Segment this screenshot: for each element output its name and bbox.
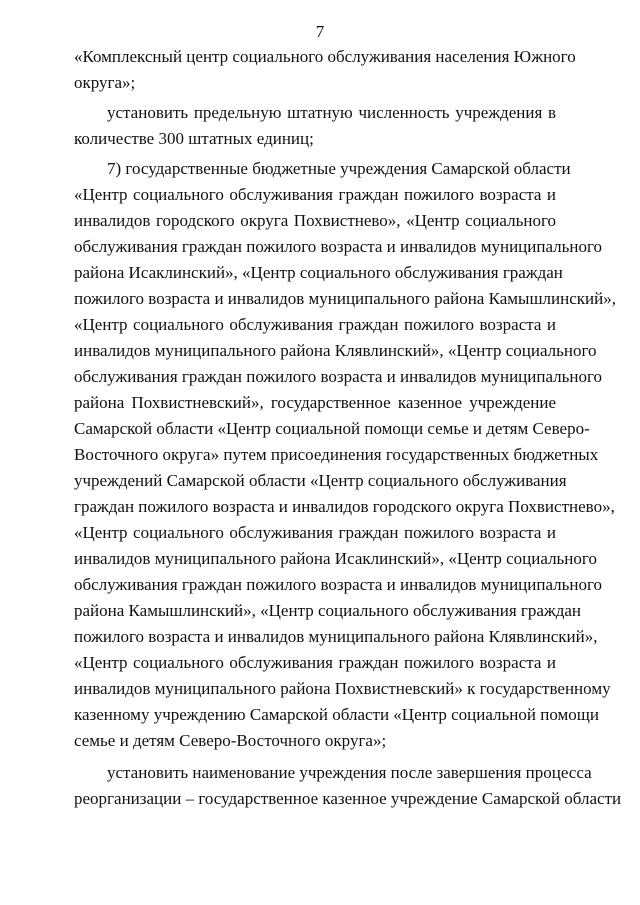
text-line: обслуживания граждан пожилого возраста и инвалидов муниципального	[74, 575, 603, 594]
text-line: «Центр социального обслуживания граждан пожилого возраста и	[74, 185, 556, 204]
text-line: «Центр социального обслуживания граждан пожилого возраста и	[74, 653, 556, 672]
text-line: Самарской области «Центр социальной помощи семье и детям Северо-	[74, 419, 590, 438]
text-line: учреждений Самарской области «Центр социального обслуживания	[74, 471, 567, 490]
text-line: казенному учреждению Самарской области «Центр социальной помощи	[74, 705, 599, 724]
text-line: района Похвистневский», государственное казенное учреждение	[74, 393, 556, 412]
text-line: района Камышлинский», «Центр социального обслуживания граждан	[74, 601, 581, 620]
text-line: инвалидов муниципального района Похвистневский» к государственному	[74, 679, 611, 698]
text-line: пожилого возраста и инвалидов муниципального района Клявлинский»,	[74, 627, 598, 646]
text-line: количестве 300 штатных единиц;	[74, 129, 314, 148]
page-number: 7	[315, 22, 325, 41]
text-line: «Центр социального обслуживания граждан пожилого возраста и	[74, 315, 556, 334]
text-line: инвалидов муниципального района Клявлинский», «Центр социального	[74, 341, 597, 360]
text-line: пожилого возраста и инвалидов муниципального района Камышлинский»,	[74, 289, 616, 308]
text-line: «Центр социального обслуживания граждан пожилого возраста и	[74, 523, 556, 542]
text-line: инвалидов городского округа Похвистнево», «Центр социального	[74, 211, 556, 230]
text-line: семье и детям Северо-Восточного округа»;	[74, 731, 387, 750]
text-line: установить наименование учреждения после завершения процесса	[107, 763, 592, 782]
text-line: установить предельную штатную численность учреждения в	[107, 103, 556, 122]
text-line: граждан пожилого возраста и инвалидов городского округа Похвистнево»,	[74, 497, 615, 516]
text-line: округа»;	[74, 73, 136, 92]
text-line: 7) государственные бюджетные учреждения Самарской области	[107, 159, 571, 178]
text-line: обслуживания граждан пожилого возраста и инвалидов муниципального	[74, 237, 603, 256]
text-line: инвалидов муниципального района Исаклинский», «Центр социального	[74, 549, 597, 568]
text-line: Восточного округа» путем присоединения государственных бюджетных	[74, 445, 599, 464]
text-line: района Исаклинский», «Центр социального обслуживания граждан	[74, 263, 563, 282]
text-line: реорганизации – государственное казенное учреждение Самарской области	[74, 789, 622, 808]
text-line: «Комплексный центр социального обслуживания населения Южного	[74, 47, 576, 66]
text-line: обслуживания граждан пожилого возраста и инвалидов муниципального	[74, 367, 603, 386]
